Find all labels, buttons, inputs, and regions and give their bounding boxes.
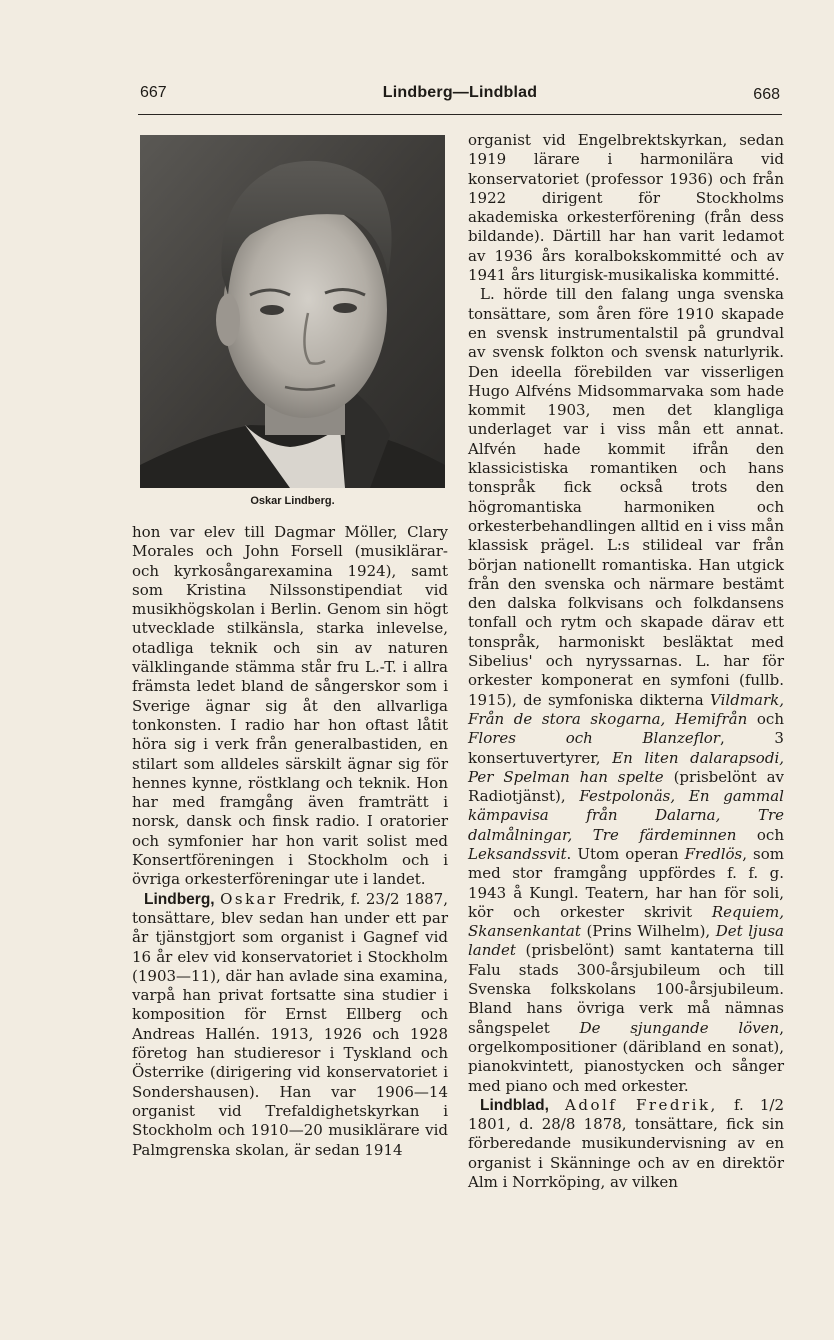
entry-text: f. 1/2 1801, d. 28/8 1878, tonsättare, fick sin förberedande musikundervisning av en organist i Skänninge och av en direktör Alm i Norrköping, av vilken [468, 1095, 784, 1192]
work-title: Festpolonäs, En gammal kämpavisa från Dalarna, Tre dalmålningar, Tre färdeminnen [468, 787, 784, 844]
entry-lindblad-adolf [468, 1096, 784, 1192]
work-title: Requiem, Skansenkantat [468, 902, 784, 941]
works-text-a: L. hörde till den falang unga svenska tonsättare, som åren före 1910 skapade en svensk instrumentalstil på grundval av svensk folkton och svensk naturlyrik. Den ideella förebilden var visserligen Hugo Alfvéns Midsommarvaka som hade kommit 1903, men det klangliga underlaget var i viss mån ett annat. Alfvén hade kommit ifrån den klassicistiska romantiken och hans tonspråk fick också trots den högromantiska harmoniken och orkesterbehandlingen alltid en i viss mån klassisk prägel. L:s stilideal var från början nationellt romantiska. Han utgick från den svenska och närmare bestämt den dalska folkvisans och folkdansens tonfall och rytm och skapade därav ett tonspråk, harmoniskt besläktat med Sibelius' och nyryssarnas. L. har för orkester komponerat en symfoni (fullb. 1915), de symfoniska dikterna [468, 285, 784, 709]
works-text-f: . Utom operan [566, 844, 685, 863]
left-text-column [132, 523, 448, 1160]
page-header [138, 82, 782, 115]
entry-headword: Lindberg, [144, 890, 215, 908]
works-text-b: och [747, 709, 784, 728]
work-title: Leksandssvit [468, 844, 567, 863]
work-title: Det ljusa landet [468, 922, 784, 960]
paragraph-works [468, 285, 784, 1095]
paragraph-continuation: hon var elev till Dagmar Möller, Clary Morales och John Forsell (musiklärar- och kyrkosångarexamina 1924), samt som Kristina Nilssonstipendiat vid musikhögskolan i Berlin. Genom sin högt utvecklade stilkänsla, starka inlevelse, otadliga teknik och sin av naturen välklingande stämma står fru L.-T. i allra främsta ledet bland de sångerskor som i Sverige ägnar sig åt den allvarliga tonkonsten. I radio har hon oftast låtit höra sig i verk från generalbastiden, en stilart som alldeles särskilt ägnar sig för hennes kynne, röstklang och teknik. Hon har med framgång även framträtt i norsk, dansk och finsk radio. I oratorier och symfonier har hon varit solist med Konsertföreningen i Stockholm och i övriga orkesterföreningar ute i landet. [132, 523, 448, 889]
work-title: Fredlös [684, 844, 743, 863]
work-title: En liten dalarapsodi, Per Spelman han spelte [468, 748, 785, 786]
portrait-photo [140, 135, 445, 488]
right-text-column [468, 131, 784, 1192]
running-title: Lindberg—Lindblad [382, 84, 538, 101]
portrait-image [140, 135, 445, 488]
paragraph-career: organist vid Engelbrektskyrkan, sedan 1919 lärare i harmonilära vid konservatoriet (professor 1936) och från 1922 dirigent för Stockholms akademiska orkesterförening (från dess bildande). Därtill har han varit ledamot av 1936 års koralbokskommitté och av 1941 års liturgisk-musikaliska kommitté. [468, 131, 784, 285]
works-text-g: , som med stor framgång uppfördes f. f. g. 1943 å Kungl. Teatern, har han för soli, kör och orkester skrivit [468, 844, 784, 921]
entry-lindberg-oskar [132, 890, 448, 1160]
entry-headword: Lindblad, [480, 1096, 549, 1114]
works-text-e: och [736, 825, 784, 844]
page-number-right: 668 [753, 86, 780, 103]
work-title: De sjungande löven [579, 1018, 780, 1037]
works-text-j: , orgelkompositioner (däribland en sonat), pianokvintett, pianostycken och sånger med piano och med orkester. [468, 1018, 784, 1095]
entry-text: Fredrik, f. 23/2 1887, tonsättare, blev sedan han under ett par år tjänstgjort som organist i Gagnef vid 16 år elev vid konservatoriet i Stockholm (1903—11), där han avlade sina examina, varpå han privat fortsatte sina studier i komposition för Ernst Ellberg och Andreas Hallén. 1913, 1926 och 1928 företog han studieresor i Tyskland och Österrike (dirigering vid konservatoriet i Sondershausen). Han var 1906—14 organist vid Trefaldighetskyrkan i Stockholm och 1910—20 musiklärare vid Palmgrenska skolan, är sedan 1914 [132, 889, 448, 1159]
works-text-d: (prisbelönt av Radiotjänst), [468, 767, 784, 806]
entry-forename: Oskar [220, 889, 278, 908]
works-text-i: (prisbelönt) samt kantaterna till Falu stads 300-årsjubileum och till Svenska folkskolans 100-årsjubileum. Bland hans övriga verk må nämnas sångspelet [468, 941, 784, 1037]
work-title: Flores och Blanzeflor [468, 729, 720, 748]
entry-forename: Adolf Fredrik, [565, 1095, 718, 1114]
works-text-c: , 3 konsertuvertyrer, [468, 729, 784, 767]
work-title: Vildmark, Från de stora skogarna, Hemifrån [468, 690, 784, 728]
photo-caption: Oskar Lindberg. [250, 495, 335, 507]
works-text-h: (Prins Wilhelm), [580, 922, 716, 941]
page-number-left: 667 [140, 84, 167, 101]
